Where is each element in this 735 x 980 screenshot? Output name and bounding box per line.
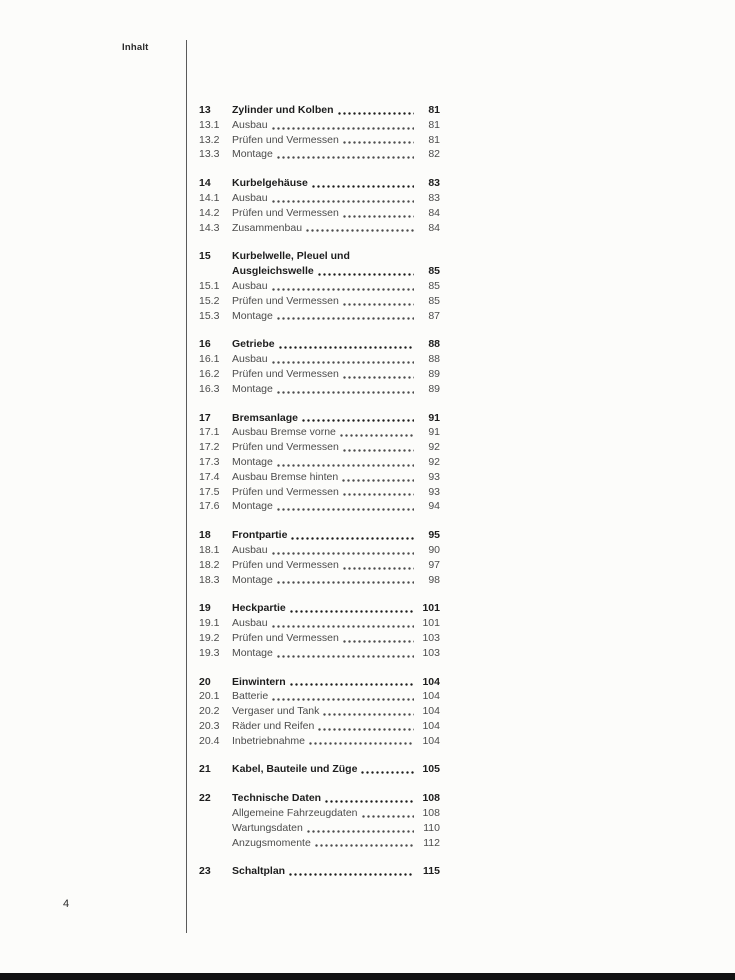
dotted-leader xyxy=(306,830,414,833)
item-title: Ausbau xyxy=(232,279,268,292)
chapter-number: 20 xyxy=(199,675,211,688)
item-number: 13.2 xyxy=(199,133,220,146)
item-page: 84 xyxy=(428,221,440,234)
item-page: 90 xyxy=(428,543,440,556)
chapter-number: 13 xyxy=(199,104,211,116)
toc xyxy=(199,103,440,893)
chapter-row xyxy=(199,528,440,543)
item-title: Montage xyxy=(232,309,273,322)
chapter-title: Frontpartie xyxy=(232,529,288,542)
chapter-row xyxy=(199,103,440,118)
chapter-row xyxy=(199,176,440,191)
item-number: 19.1 xyxy=(199,617,220,630)
chapter-number: 21 xyxy=(199,763,211,776)
item-page: 98 xyxy=(428,573,440,586)
chapter-title: Schaltplan xyxy=(232,865,286,878)
item-title: Prüfen und Vermessen xyxy=(232,206,339,219)
chapter-title: Kurbelwelle, Pleuel und xyxy=(232,250,350,263)
chapter-row xyxy=(199,601,440,616)
dotted-leader xyxy=(271,127,414,130)
toc-section xyxy=(199,864,440,879)
toc-section xyxy=(199,528,440,587)
dotted-leader xyxy=(271,625,414,628)
dotted-leader xyxy=(271,200,414,203)
item-page: 104 xyxy=(422,719,440,732)
toc-section xyxy=(199,601,440,660)
item-page: 103 xyxy=(422,646,440,659)
chapter-title: Einwintern xyxy=(232,675,286,688)
item-number: 18.2 xyxy=(199,558,220,571)
dotted-leader xyxy=(317,273,414,276)
chapter-row xyxy=(199,762,440,777)
item-row xyxy=(199,616,440,631)
chapter-number: 22 xyxy=(199,792,211,805)
dotted-leader xyxy=(276,655,414,658)
item-title: Batterie xyxy=(232,690,269,703)
item-number: 20.2 xyxy=(199,705,220,718)
chapter-number: 14 xyxy=(199,177,211,190)
item-row xyxy=(199,425,440,440)
chapter-page: 95 xyxy=(428,529,440,542)
item-title: Vergaser und Tank xyxy=(232,705,320,718)
item-number: 20.4 xyxy=(199,734,220,747)
toc-section xyxy=(199,762,440,777)
item-page: 84 xyxy=(428,206,440,219)
dotted-leader xyxy=(305,229,414,232)
item-page: 104 xyxy=(422,690,440,703)
item-row xyxy=(199,631,440,646)
item-title: Ausbau Bremse vorne xyxy=(232,426,336,439)
chapter-row xyxy=(199,337,440,352)
item-page: 85 xyxy=(428,279,440,292)
item-page: 93 xyxy=(428,470,440,483)
dotted-leader xyxy=(342,215,414,218)
vertical-rule xyxy=(186,40,187,933)
item-row xyxy=(199,440,440,455)
item-title: Prüfen und Vermessen xyxy=(232,485,339,498)
item-row xyxy=(199,821,440,836)
item-page: 112 xyxy=(423,836,440,849)
toc-section xyxy=(199,249,440,323)
item-row xyxy=(199,470,440,485)
item-page: 103 xyxy=(422,631,440,644)
item-row xyxy=(199,147,440,162)
item-page: 104 xyxy=(422,734,440,747)
item-page: 104 xyxy=(422,705,440,718)
item-page: 89 xyxy=(428,367,440,380)
dotted-leader xyxy=(276,391,414,394)
item-title: Allgemeine Fahrzeugdaten xyxy=(232,807,358,820)
item-row xyxy=(199,206,440,221)
item-number: 19.2 xyxy=(199,631,220,644)
item-page: 97 xyxy=(428,558,440,571)
dotted-leader xyxy=(342,493,414,496)
item-number: 17.1 xyxy=(199,426,220,439)
item-number: 18.1 xyxy=(199,543,220,556)
chapter-row xyxy=(199,264,440,279)
item-row xyxy=(199,352,440,367)
item-page: 89 xyxy=(428,382,440,395)
item-number: 17.5 xyxy=(199,485,220,498)
item-title: Prüfen und Vermessen xyxy=(232,294,339,307)
item-title: Montage xyxy=(232,148,273,161)
toc-section xyxy=(199,176,440,235)
toc-section xyxy=(199,103,440,162)
dotted-leader xyxy=(317,728,414,731)
chapter-page: 105 xyxy=(422,763,440,776)
chapter-page: 104 xyxy=(422,675,440,688)
item-number: 13.3 xyxy=(199,148,220,161)
dotted-leader xyxy=(342,640,414,643)
chapter-number: 16 xyxy=(199,338,211,351)
item-page: 81 xyxy=(428,118,440,131)
item-title: Ausbau xyxy=(232,118,268,131)
item-title: Prüfen und Vermessen xyxy=(232,367,339,380)
item-page: 91 xyxy=(428,426,440,439)
item-title: Montage xyxy=(232,382,273,395)
item-row xyxy=(199,734,440,749)
dotted-leader xyxy=(301,419,414,422)
chapter-title: Heckpartie xyxy=(232,602,286,615)
chapter-number: 19 xyxy=(199,602,211,615)
item-page: 92 xyxy=(428,441,440,454)
item-number: 18.3 xyxy=(199,573,220,586)
dotted-leader xyxy=(276,317,414,320)
toc-section xyxy=(199,791,440,850)
chapter-title: Technische Daten xyxy=(232,792,322,805)
dotted-leader xyxy=(271,698,414,701)
item-title: Prüfen und Vermessen xyxy=(232,558,339,571)
chapter-number: 15 xyxy=(199,250,211,263)
item-title: Ausbau xyxy=(232,617,268,630)
item-number: 17.3 xyxy=(199,455,220,468)
dotted-leader xyxy=(276,156,414,159)
item-row xyxy=(199,133,440,148)
item-title: Ausbau Bremse hinten xyxy=(232,470,339,483)
dotted-leader xyxy=(341,479,414,482)
item-row xyxy=(199,455,440,470)
item-page: 101 xyxy=(422,617,440,630)
item-row xyxy=(199,836,440,851)
item-row xyxy=(199,646,440,661)
dotted-leader xyxy=(342,303,414,306)
chapter-page: 81 xyxy=(428,104,440,116)
item-title: Ausbau xyxy=(232,353,268,366)
item-title: Montage xyxy=(232,500,273,513)
chapter-number: 23 xyxy=(199,865,211,878)
dotted-leader xyxy=(271,288,414,291)
item-title: Zusammenbau xyxy=(232,221,303,234)
item-row xyxy=(199,689,440,704)
item-title: Anzugsmomente xyxy=(232,836,311,849)
item-page: 110 xyxy=(423,821,440,834)
toc-section xyxy=(199,337,440,396)
chapter-page: 115 xyxy=(423,865,440,878)
item-title: Räder und Reifen xyxy=(232,719,315,732)
item-number: 14.3 xyxy=(199,221,220,234)
dotted-leader xyxy=(311,185,414,188)
dotted-leader xyxy=(289,683,414,686)
item-title: Montage xyxy=(232,646,273,659)
chapter-row xyxy=(199,791,440,806)
dotted-leader xyxy=(288,873,414,876)
chapter-number: 18 xyxy=(199,529,211,542)
item-row xyxy=(199,485,440,500)
item-row xyxy=(199,118,440,133)
item-number: 15.2 xyxy=(199,294,220,307)
dotted-leader xyxy=(342,449,414,452)
dotted-leader xyxy=(278,346,414,349)
dotted-leader xyxy=(276,464,414,467)
item-row xyxy=(199,499,440,514)
chapter-title: Ausgleichswelle xyxy=(232,265,314,278)
dotted-leader xyxy=(342,376,414,379)
dotted-leader xyxy=(342,567,414,570)
dotted-leader xyxy=(289,610,414,613)
dotted-leader xyxy=(360,771,414,774)
scan-bottom-edge xyxy=(0,973,735,980)
footer-page-number: 4 xyxy=(63,898,70,910)
item-row xyxy=(199,191,440,206)
toc-section xyxy=(199,675,440,749)
dotted-leader xyxy=(271,552,414,555)
item-row xyxy=(199,558,440,573)
chapter-row xyxy=(199,411,440,426)
dotted-leader xyxy=(339,434,414,437)
chapter-page: 88 xyxy=(428,338,440,351)
dotted-leader xyxy=(337,112,415,115)
chapter-row xyxy=(199,249,440,264)
item-page: 94 xyxy=(428,500,440,513)
item-row xyxy=(199,221,440,236)
chapter-page: 108 xyxy=(422,792,440,805)
item-number: 17.2 xyxy=(199,441,220,454)
dotted-leader xyxy=(322,713,414,716)
item-row xyxy=(199,294,440,309)
item-number: 16.3 xyxy=(199,382,220,395)
item-page: 82 xyxy=(428,148,440,161)
item-title: Montage xyxy=(232,573,273,586)
dotted-leader xyxy=(342,141,414,144)
item-number: 13.1 xyxy=(199,118,220,131)
item-number: 19.3 xyxy=(199,646,220,659)
item-number: 14.2 xyxy=(199,206,220,219)
dotted-leader xyxy=(361,815,415,818)
item-row xyxy=(199,367,440,382)
item-page: 81 xyxy=(428,133,440,146)
chapter-page: 83 xyxy=(428,177,440,190)
item-title: Ausbau xyxy=(232,191,268,204)
dotted-leader xyxy=(276,581,414,584)
item-number: 15.3 xyxy=(199,309,220,322)
item-number: 20.3 xyxy=(199,719,220,732)
item-page: 85 xyxy=(428,294,440,307)
chapter-page: 91 xyxy=(428,411,440,424)
item-row xyxy=(199,382,440,397)
item-title: Wartungsdaten xyxy=(232,821,303,834)
item-number: 17.4 xyxy=(199,470,220,483)
item-title: Prüfen und Vermessen xyxy=(232,631,339,644)
item-row xyxy=(199,573,440,588)
item-number: 16.1 xyxy=(199,353,220,366)
item-page: 108 xyxy=(422,807,440,820)
item-row xyxy=(199,704,440,719)
chapter-row xyxy=(199,864,440,879)
item-row xyxy=(199,806,440,821)
dotted-leader xyxy=(290,537,414,540)
item-row xyxy=(199,719,440,734)
item-title: Montage xyxy=(232,455,273,468)
chapter-title: Zylinder und Kolben xyxy=(232,104,334,116)
item-number: 14.1 xyxy=(199,191,220,204)
item-title: Prüfen und Vermessen xyxy=(232,441,339,454)
page-header-label: Inhalt xyxy=(122,42,149,53)
item-title: Prüfen und Vermessen xyxy=(232,133,339,146)
chapter-page: 85 xyxy=(428,265,440,278)
toc-section xyxy=(199,411,440,515)
chapter-title: Kurbelgehäuse xyxy=(232,177,308,190)
item-row xyxy=(199,279,440,294)
item-row xyxy=(199,543,440,558)
item-row xyxy=(199,309,440,324)
item-number: 20.1 xyxy=(199,690,220,703)
dotted-leader xyxy=(324,800,414,803)
dotted-leader xyxy=(271,361,414,364)
item-page: 93 xyxy=(428,485,440,498)
item-page: 87 xyxy=(428,309,440,322)
item-number: 17.6 xyxy=(199,500,220,513)
chapter-row xyxy=(199,675,440,690)
chapter-title: Getriebe xyxy=(232,338,275,351)
dotted-leader xyxy=(276,508,414,511)
item-title: Ausbau xyxy=(232,543,268,556)
chapter-title: Kabel, Bauteile und Züge xyxy=(232,763,358,776)
dotted-leader xyxy=(314,844,414,847)
item-title: Inbetriebnahme xyxy=(232,734,305,747)
item-page: 88 xyxy=(428,353,440,366)
item-number: 16.2 xyxy=(199,367,220,380)
chapter-page: 101 xyxy=(422,602,440,615)
item-page: 83 xyxy=(428,191,440,204)
dotted-leader xyxy=(308,742,414,745)
item-number: 15.1 xyxy=(199,279,220,292)
item-page: 92 xyxy=(428,455,440,468)
chapter-number: 17 xyxy=(199,411,211,424)
chapter-title: Bremsanlage xyxy=(232,411,298,424)
